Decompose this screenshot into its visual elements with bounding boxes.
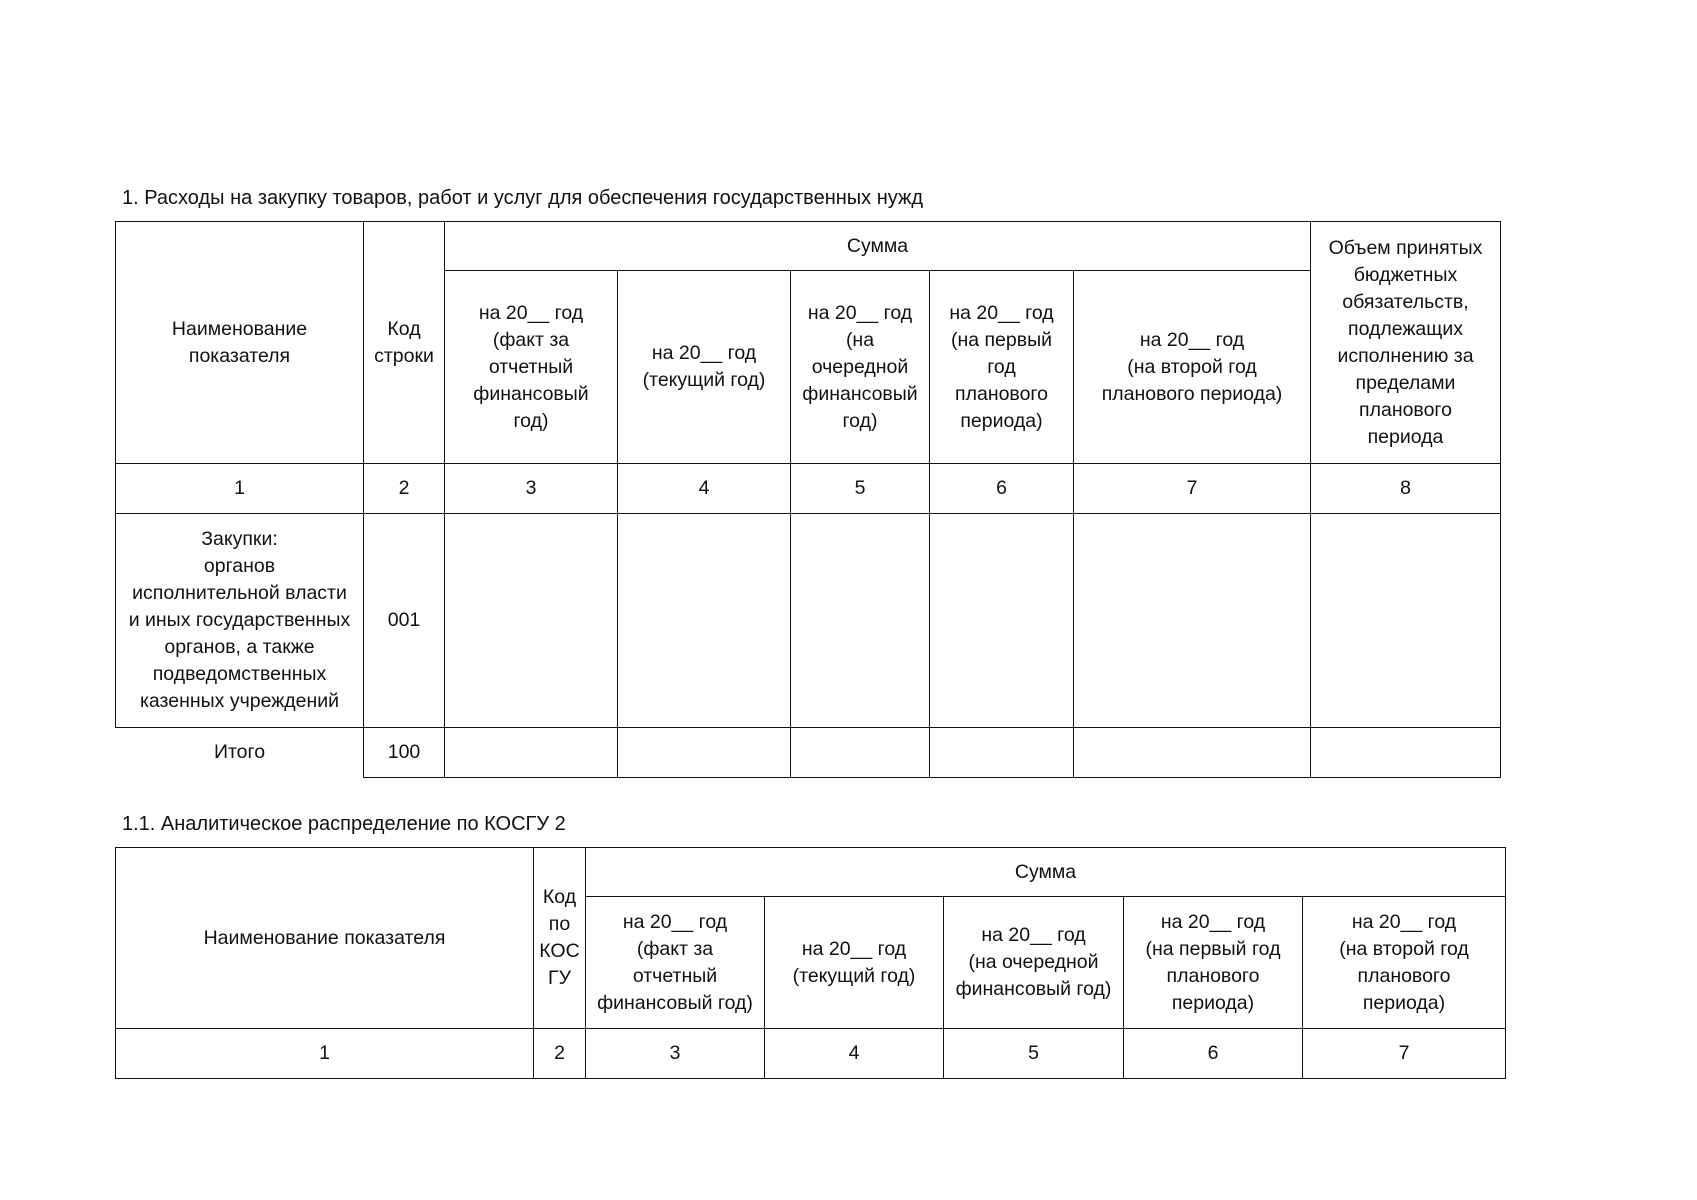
column-number: 1: [116, 1029, 534, 1079]
section-1-1-title: 1.1. Аналитическое распределение по КОСГУ 2: [122, 813, 566, 835]
header-col-second-plan-year: на 20__ год (на второй год планового периода): [1074, 271, 1311, 464]
header-col-next-year: на 20__ год (на очередной финансовый год): [791, 271, 930, 464]
column-number: 4: [765, 1029, 944, 1079]
row-procurement-code: 001: [364, 514, 445, 728]
table-cell-empty: [1074, 514, 1311, 728]
header-kosgu-code: Код по КОС ГУ: [534, 848, 586, 1029]
table-cell-empty: [1311, 514, 1501, 728]
table-cell-empty: [791, 728, 930, 778]
column-number: 7: [1074, 464, 1311, 514]
section-1-title: 1. Расходы на закупку товаров, работ и услуг для обеспечения государственных нужд: [122, 187, 924, 209]
header-col-next-year: на 20__ год (на очередной финансовый год): [944, 897, 1124, 1029]
header-row-code: Код строки: [364, 222, 445, 464]
column-number: 2: [364, 464, 445, 514]
header-obligations-beyond-period: Объем принятых бюджетных обязательств, подлежащих исполнению за пределами планового периода: [1311, 222, 1501, 464]
header-indicator-name: Наименование показателя: [116, 848, 534, 1029]
table-cell-empty: [445, 728, 618, 778]
total-code: 100: [364, 728, 445, 778]
table-cell-empty: [791, 514, 930, 728]
kosgu-distribution-table: [115, 847, 1506, 1079]
table-cell-empty: [618, 514, 791, 728]
column-number: 6: [1124, 1029, 1303, 1079]
header-col-reporting-year: на 20__ год (факт за отчетный финансовый год): [445, 271, 618, 464]
table-cell-empty: [1311, 728, 1501, 778]
column-number: 5: [944, 1029, 1124, 1079]
header-col-reporting-year: на 20__ год (факт за отчетный финансовый год): [586, 897, 765, 1029]
column-number: 3: [445, 464, 618, 514]
header-sum: Сумма: [445, 222, 1311, 271]
column-number: 8: [1311, 464, 1501, 514]
total-label: Итого: [116, 728, 364, 778]
row-procurement-name: Закупки: органов исполнительной власти и иных государственных органов, а также подведомственных казенных учреждений: [116, 514, 364, 728]
table-cell-empty: [930, 514, 1074, 728]
column-number: 5: [791, 464, 930, 514]
column-number: 7: [1303, 1029, 1506, 1079]
procurement-expenses-table: [115, 221, 1501, 778]
column-number: 2: [534, 1029, 586, 1079]
header-indicator-name: Наименование показателя: [116, 222, 364, 464]
table-cell-empty: [445, 514, 618, 728]
header-col-first-plan-year: на 20__ год (на первый год планового периода): [1124, 897, 1303, 1029]
table-cell-empty: [618, 728, 791, 778]
header-col-first-plan-year: на 20__ год (на первый год планового периода): [930, 271, 1074, 464]
header-col-current-year: на 20__ год (текущий год): [765, 897, 944, 1029]
header-sum: Сумма: [586, 848, 1506, 897]
header-col-second-plan-year: на 20__ год (на второй год планового периода): [1303, 897, 1506, 1029]
column-number: 3: [586, 1029, 765, 1079]
header-col-current-year: на 20__ год (текущий год): [618, 271, 791, 464]
column-number: 1: [116, 464, 364, 514]
table-cell-empty: [1074, 728, 1311, 778]
table-cell-empty: [930, 728, 1074, 778]
column-number: 6: [930, 464, 1074, 514]
column-number: 4: [618, 464, 791, 514]
